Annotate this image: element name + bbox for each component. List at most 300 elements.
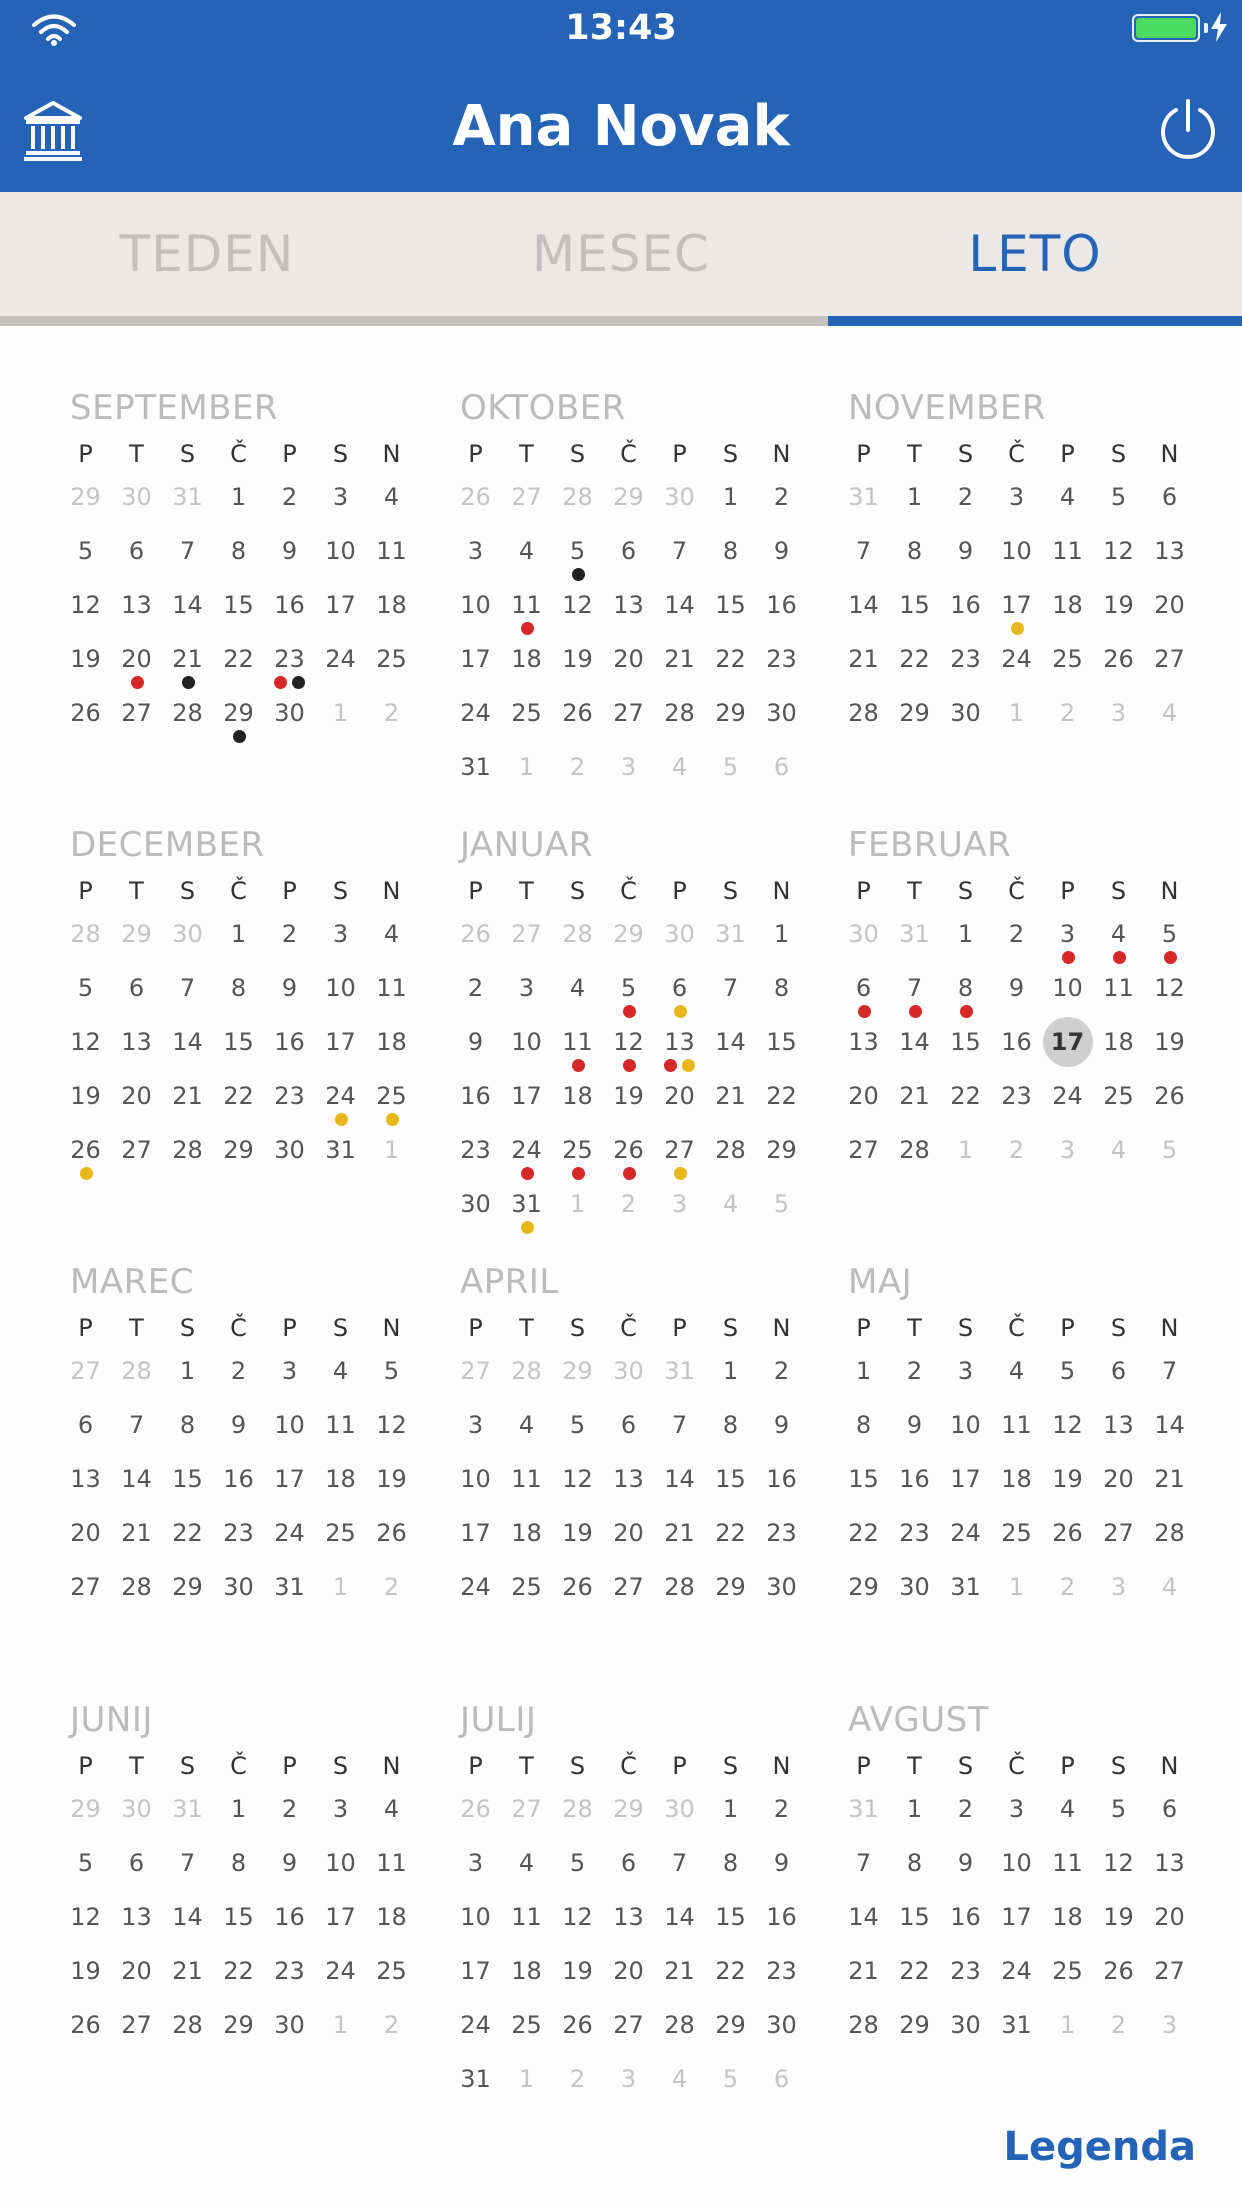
day-cell[interactable] [111, 636, 162, 690]
day-cell[interactable] [1093, 1019, 1144, 1073]
day-cell[interactable] [111, 1073, 162, 1127]
day-cell[interactable] [654, 1402, 705, 1456]
day-cell[interactable] [111, 911, 162, 965]
day-cell[interactable] [315, 1786, 366, 1840]
day-cell[interactable] [501, 1019, 552, 1073]
day-cell[interactable] [756, 2002, 807, 2056]
day-cell[interactable] [705, 1019, 756, 1073]
day-cell[interactable] [838, 2002, 889, 2056]
day-cell[interactable] [838, 1840, 889, 1894]
day-cell[interactable] [889, 1564, 940, 1618]
day-cell[interactable] [450, 1564, 501, 1618]
day-cell[interactable] [603, 1402, 654, 1456]
day-cell[interactable] [1093, 1348, 1144, 1402]
day-cell[interactable] [501, 2002, 552, 2056]
day-cell[interactable] [756, 1894, 807, 1948]
day-cell[interactable] [603, 2002, 654, 2056]
day-cell[interactable] [552, 690, 603, 744]
day-cell[interactable] [162, 1073, 213, 1127]
day-cell[interactable] [1042, 911, 1093, 965]
day-cell[interactable] [450, 1948, 501, 2002]
day-cell[interactable] [1093, 1073, 1144, 1127]
day-cell[interactable] [162, 690, 213, 744]
day-cell[interactable] [705, 1456, 756, 1510]
day-cell[interactable] [552, 1840, 603, 1894]
day-cell[interactable] [889, 1948, 940, 2002]
day-cell[interactable] [705, 744, 756, 798]
day-cell[interactable] [1093, 1456, 1144, 1510]
day-cell[interactable] [991, 528, 1042, 582]
day-cell[interactable] [838, 690, 889, 744]
day-cell[interactable] [1093, 1786, 1144, 1840]
day-cell[interactable] [705, 528, 756, 582]
day-cell[interactable] [213, 636, 264, 690]
day-cell[interactable] [501, 1840, 552, 1894]
day-cell[interactable] [111, 1127, 162, 1181]
day-cell[interactable] [162, 1564, 213, 1618]
day-cell[interactable] [705, 1786, 756, 1840]
day-cell[interactable] [213, 528, 264, 582]
day-cell[interactable] [111, 1348, 162, 1402]
day-cell[interactable] [162, 636, 213, 690]
day-cell[interactable] [756, 2056, 807, 2110]
day-cell[interactable] [213, 1127, 264, 1181]
day-cell[interactable] [60, 582, 111, 636]
day-cell[interactable] [213, 1786, 264, 1840]
day-cell[interactable] [264, 1402, 315, 1456]
day-cell[interactable] [991, 2002, 1042, 2056]
day-cell[interactable] [1042, 1948, 1093, 2002]
day-cell[interactable] [603, 1019, 654, 1073]
day-cell[interactable] [654, 1073, 705, 1127]
day-cell[interactable] [756, 474, 807, 528]
day-cell[interactable] [603, 1894, 654, 1948]
day-cell[interactable] [889, 474, 940, 528]
day-cell[interactable] [1144, 1019, 1195, 1073]
day-cell[interactable] [366, 528, 417, 582]
day-cell[interactable] [315, 1510, 366, 1564]
day-cell[interactable] [501, 1510, 552, 1564]
day-cell[interactable] [838, 1127, 889, 1181]
day-cell[interactable] [450, 1402, 501, 1456]
day-cell[interactable] [756, 911, 807, 965]
day-cell[interactable] [654, 1127, 705, 1181]
day-cell[interactable] [60, 528, 111, 582]
day-cell[interactable] [889, 911, 940, 965]
day-cell[interactable] [940, 474, 991, 528]
day-cell[interactable] [991, 690, 1042, 744]
day-cell[interactable] [552, 1456, 603, 1510]
day-cell[interactable] [162, 1840, 213, 1894]
day-cell[interactable] [315, 1948, 366, 2002]
day-cell[interactable] [264, 1348, 315, 1402]
day-cell[interactable] [603, 1456, 654, 1510]
day-cell[interactable] [501, 582, 552, 636]
day-cell[interactable] [60, 2002, 111, 2056]
day-cell[interactable] [315, 911, 366, 965]
day-cell[interactable] [705, 911, 756, 965]
day-cell[interactable] [603, 1181, 654, 1235]
day-cell[interactable] [940, 2002, 991, 2056]
day-cell[interactable] [366, 1348, 417, 1402]
day-cell[interactable] [552, 2002, 603, 2056]
day-cell[interactable] [501, 1402, 552, 1456]
day-cell[interactable] [552, 1127, 603, 1181]
day-cell[interactable] [450, 690, 501, 744]
day-cell[interactable] [1042, 1894, 1093, 1948]
day-cell[interactable] [940, 690, 991, 744]
day-cell[interactable] [603, 1564, 654, 1618]
day-cell[interactable] [501, 528, 552, 582]
day-cell[interactable] [889, 1019, 940, 1073]
day-cell[interactable] [315, 1894, 366, 1948]
day-cell[interactable] [1042, 474, 1093, 528]
day-cell[interactable] [705, 1348, 756, 1402]
day-cell[interactable] [552, 965, 603, 1019]
day-cell[interactable] [991, 1564, 1042, 1618]
day-cell[interactable] [756, 1127, 807, 1181]
day-cell[interactable] [705, 1948, 756, 2002]
day-cell[interactable] [264, 1564, 315, 1618]
day-cell[interactable] [264, 1456, 315, 1510]
day-cell[interactable] [991, 1127, 1042, 1181]
day-cell[interactable] [366, 1948, 417, 2002]
day-cell[interactable] [603, 636, 654, 690]
day-cell[interactable] [838, 582, 889, 636]
day-cell[interactable] [838, 1456, 889, 1510]
day-cell[interactable] [705, 1840, 756, 1894]
day-cell[interactable] [111, 474, 162, 528]
day-cell[interactable] [654, 965, 705, 1019]
day-cell[interactable] [501, 474, 552, 528]
day-cell[interactable] [705, 2002, 756, 2056]
day-cell[interactable] [1093, 1510, 1144, 1564]
day-cell[interactable] [654, 1348, 705, 1402]
day-cell[interactable] [756, 528, 807, 582]
day-cell[interactable] [1042, 1073, 1093, 1127]
day-cell[interactable] [1093, 474, 1144, 528]
day-cell[interactable] [213, 911, 264, 965]
day-cell[interactable] [991, 1894, 1042, 1948]
day-cell[interactable] [705, 1181, 756, 1235]
day-cell[interactable] [756, 1456, 807, 1510]
day-cell[interactable] [1093, 528, 1144, 582]
day-cell[interactable] [264, 1019, 315, 1073]
day-cell[interactable] [838, 1402, 889, 1456]
day-cell[interactable] [705, 965, 756, 1019]
day-cell[interactable] [60, 1786, 111, 1840]
day-cell[interactable] [1093, 1564, 1144, 1618]
day-cell[interactable] [838, 474, 889, 528]
day-cell[interactable] [213, 582, 264, 636]
day-cell[interactable] [1144, 1456, 1195, 1510]
day-cell[interactable] [654, 1948, 705, 2002]
day-cell[interactable] [654, 1510, 705, 1564]
day-cell[interactable] [315, 1564, 366, 1618]
day-cell[interactable] [162, 1510, 213, 1564]
day-cell[interactable] [162, 1019, 213, 1073]
day-cell[interactable] [1144, 1348, 1195, 1402]
day-cell[interactable] [366, 1894, 417, 1948]
day-cell[interactable] [315, 1019, 366, 1073]
day-cell[interactable] [60, 911, 111, 965]
day-cell[interactable] [213, 690, 264, 744]
day-cell[interactable] [1093, 1402, 1144, 1456]
day-cell[interactable] [940, 1348, 991, 1402]
day-cell[interactable] [366, 1073, 417, 1127]
day-cell[interactable] [838, 1948, 889, 2002]
day-cell[interactable] [264, 582, 315, 636]
day-cell[interactable] [213, 1073, 264, 1127]
day-cell[interactable] [111, 1564, 162, 1618]
day-cell[interactable] [450, 911, 501, 965]
day-cell[interactable] [705, 1073, 756, 1127]
day-cell[interactable] [552, 1073, 603, 1127]
day-cell[interactable] [756, 744, 807, 798]
day-cell[interactable] [991, 1786, 1042, 1840]
day-cell[interactable] [264, 690, 315, 744]
day-cell[interactable] [756, 965, 807, 1019]
day-cell[interactable] [991, 911, 1042, 965]
day-cell[interactable] [1093, 690, 1144, 744]
day-cell[interactable] [654, 1840, 705, 1894]
day-cell[interactable] [501, 1894, 552, 1948]
day-cell[interactable] [501, 965, 552, 1019]
day-cell[interactable] [705, 1564, 756, 1618]
day-cell[interactable] [315, 1348, 366, 1402]
day-cell[interactable] [654, 1456, 705, 1510]
day-cell[interactable] [940, 528, 991, 582]
day-cell[interactable] [366, 1402, 417, 1456]
day-cell[interactable] [60, 1348, 111, 1402]
day-cell[interactable] [838, 1894, 889, 1948]
day-cell[interactable] [838, 965, 889, 1019]
day-cell[interactable] [1093, 1894, 1144, 1948]
day-cell[interactable] [838, 1073, 889, 1127]
day-cell[interactable] [1144, 636, 1195, 690]
day-cell[interactable] [552, 528, 603, 582]
day-cell[interactable] [162, 1127, 213, 1181]
day-cell[interactable] [889, 1894, 940, 1948]
day-cell[interactable] [60, 690, 111, 744]
day-cell[interactable] [705, 1894, 756, 1948]
day-cell[interactable] [1042, 1019, 1093, 1073]
day-cell[interactable] [1093, 636, 1144, 690]
day-cell[interactable] [1042, 1402, 1093, 1456]
day-cell[interactable] [552, 582, 603, 636]
day-cell[interactable] [838, 1510, 889, 1564]
day-cell[interactable] [552, 1402, 603, 1456]
day-cell[interactable] [705, 1127, 756, 1181]
day-cell[interactable] [1144, 474, 1195, 528]
day-cell[interactable] [940, 1456, 991, 1510]
day-cell[interactable] [603, 1948, 654, 2002]
day-cell[interactable] [889, 1786, 940, 1840]
day-cell[interactable] [552, 1948, 603, 2002]
day-cell[interactable] [60, 636, 111, 690]
day-cell[interactable] [264, 1786, 315, 1840]
day-cell[interactable] [1144, 965, 1195, 1019]
day-cell[interactable] [838, 636, 889, 690]
day-cell[interactable] [552, 1348, 603, 1402]
day-cell[interactable] [940, 911, 991, 965]
day-cell[interactable] [603, 582, 654, 636]
day-cell[interactable] [1042, 1840, 1093, 1894]
day-cell[interactable] [1144, 911, 1195, 965]
day-cell[interactable] [552, 744, 603, 798]
day-cell[interactable] [450, 1510, 501, 1564]
day-cell[interactable] [1144, 1402, 1195, 1456]
day-cell[interactable] [838, 1786, 889, 1840]
day-cell[interactable] [60, 1402, 111, 1456]
day-cell[interactable] [315, 1456, 366, 1510]
day-cell[interactable] [501, 1948, 552, 2002]
day-cell[interactable] [756, 1786, 807, 1840]
day-cell[interactable] [162, 965, 213, 1019]
day-cell[interactable] [1042, 1348, 1093, 1402]
day-cell[interactable] [111, 1948, 162, 2002]
day-cell[interactable] [1042, 582, 1093, 636]
day-cell[interactable] [552, 1894, 603, 1948]
day-cell[interactable] [603, 2056, 654, 2110]
day-cell[interactable] [552, 636, 603, 690]
day-cell[interactable] [940, 1564, 991, 1618]
day-cell[interactable] [450, 1127, 501, 1181]
day-cell[interactable] [60, 1564, 111, 1618]
day-cell[interactable] [603, 1127, 654, 1181]
day-cell[interactable] [552, 1564, 603, 1618]
day-cell[interactable] [450, 474, 501, 528]
day-cell[interactable] [991, 1402, 1042, 1456]
day-cell[interactable] [1144, 1564, 1195, 1618]
day-cell[interactable] [450, 1894, 501, 1948]
day-cell[interactable] [654, 528, 705, 582]
day-cell[interactable] [889, 582, 940, 636]
day-cell[interactable] [366, 1456, 417, 1510]
day-cell[interactable] [162, 1402, 213, 1456]
day-cell[interactable] [60, 1456, 111, 1510]
day-cell[interactable] [889, 965, 940, 1019]
day-cell[interactable] [654, 1786, 705, 1840]
day-cell[interactable] [1144, 1510, 1195, 1564]
day-cell[interactable] [501, 1348, 552, 1402]
day-cell[interactable] [1144, 582, 1195, 636]
day-cell[interactable] [1042, 1786, 1093, 1840]
day-cell[interactable] [838, 1564, 889, 1618]
day-cell[interactable] [552, 1786, 603, 1840]
day-cell[interactable] [501, 1127, 552, 1181]
day-cell[interactable] [162, 2002, 213, 2056]
tab-year[interactable]: LETO [968, 225, 1102, 283]
day-cell[interactable] [60, 1894, 111, 1948]
day-cell[interactable] [111, 965, 162, 1019]
day-cell[interactable] [756, 1564, 807, 1618]
day-cell[interactable] [315, 965, 366, 1019]
day-cell[interactable] [366, 1786, 417, 1840]
day-cell[interactable] [1042, 1510, 1093, 1564]
day-cell[interactable] [705, 690, 756, 744]
day-cell[interactable] [838, 1019, 889, 1073]
day-cell[interactable] [654, 474, 705, 528]
day-cell[interactable] [450, 636, 501, 690]
day-cell[interactable] [991, 1456, 1042, 1510]
day-cell[interactable] [756, 1019, 807, 1073]
day-cell[interactable] [60, 1019, 111, 1073]
day-cell[interactable] [366, 965, 417, 1019]
day-cell[interactable] [315, 690, 366, 744]
day-cell[interactable] [603, 528, 654, 582]
day-cell[interactable] [1042, 2002, 1093, 2056]
day-cell[interactable] [60, 1127, 111, 1181]
day-cell[interactable] [162, 528, 213, 582]
day-cell[interactable] [889, 1510, 940, 1564]
day-cell[interactable] [603, 911, 654, 965]
day-cell[interactable] [213, 1564, 264, 1618]
day-cell[interactable] [889, 1127, 940, 1181]
day-cell[interactable] [213, 1948, 264, 2002]
day-cell[interactable] [654, 1564, 705, 1618]
day-cell[interactable] [889, 1840, 940, 1894]
day-cell[interactable] [60, 1510, 111, 1564]
day-cell[interactable] [501, 1786, 552, 1840]
day-cell[interactable] [501, 1181, 552, 1235]
power-icon[interactable] [1156, 98, 1220, 162]
day-cell[interactable] [889, 2002, 940, 2056]
day-cell[interactable] [162, 1894, 213, 1948]
day-cell[interactable] [705, 2056, 756, 2110]
day-cell[interactable] [111, 2002, 162, 2056]
day-cell[interactable] [838, 1348, 889, 1402]
day-cell[interactable] [111, 528, 162, 582]
day-cell[interactable] [991, 965, 1042, 1019]
day-cell[interactable] [889, 690, 940, 744]
day-cell[interactable] [1093, 911, 1144, 965]
day-cell[interactable] [654, 582, 705, 636]
day-cell[interactable] [705, 1510, 756, 1564]
day-cell[interactable] [450, 1456, 501, 1510]
day-cell[interactable] [213, 1840, 264, 1894]
day-cell[interactable] [501, 1564, 552, 1618]
day-cell[interactable] [940, 1786, 991, 1840]
day-cell[interactable] [940, 1402, 991, 1456]
day-cell[interactable] [603, 1348, 654, 1402]
day-cell[interactable] [654, 2056, 705, 2110]
day-cell[interactable] [162, 1456, 213, 1510]
day-cell[interactable] [603, 690, 654, 744]
day-cell[interactable] [264, 2002, 315, 2056]
day-cell[interactable] [654, 636, 705, 690]
day-cell[interactable] [940, 965, 991, 1019]
day-cell[interactable] [991, 1019, 1042, 1073]
day-cell[interactable] [366, 1564, 417, 1618]
day-cell[interactable] [213, 1894, 264, 1948]
day-cell[interactable] [366, 1019, 417, 1073]
day-cell[interactable] [756, 1840, 807, 1894]
day-cell[interactable] [60, 965, 111, 1019]
day-cell[interactable] [450, 582, 501, 636]
day-cell[interactable] [603, 1073, 654, 1127]
day-cell[interactable] [315, 2002, 366, 2056]
day-cell[interactable] [111, 582, 162, 636]
day-cell[interactable] [111, 1840, 162, 1894]
day-cell[interactable] [501, 690, 552, 744]
legend-button[interactable]: Legenda [1003, 2124, 1196, 2170]
day-cell[interactable] [264, 1510, 315, 1564]
day-cell[interactable] [450, 965, 501, 1019]
day-cell[interactable] [213, 2002, 264, 2056]
day-cell[interactable] [1042, 528, 1093, 582]
day-cell[interactable] [264, 474, 315, 528]
